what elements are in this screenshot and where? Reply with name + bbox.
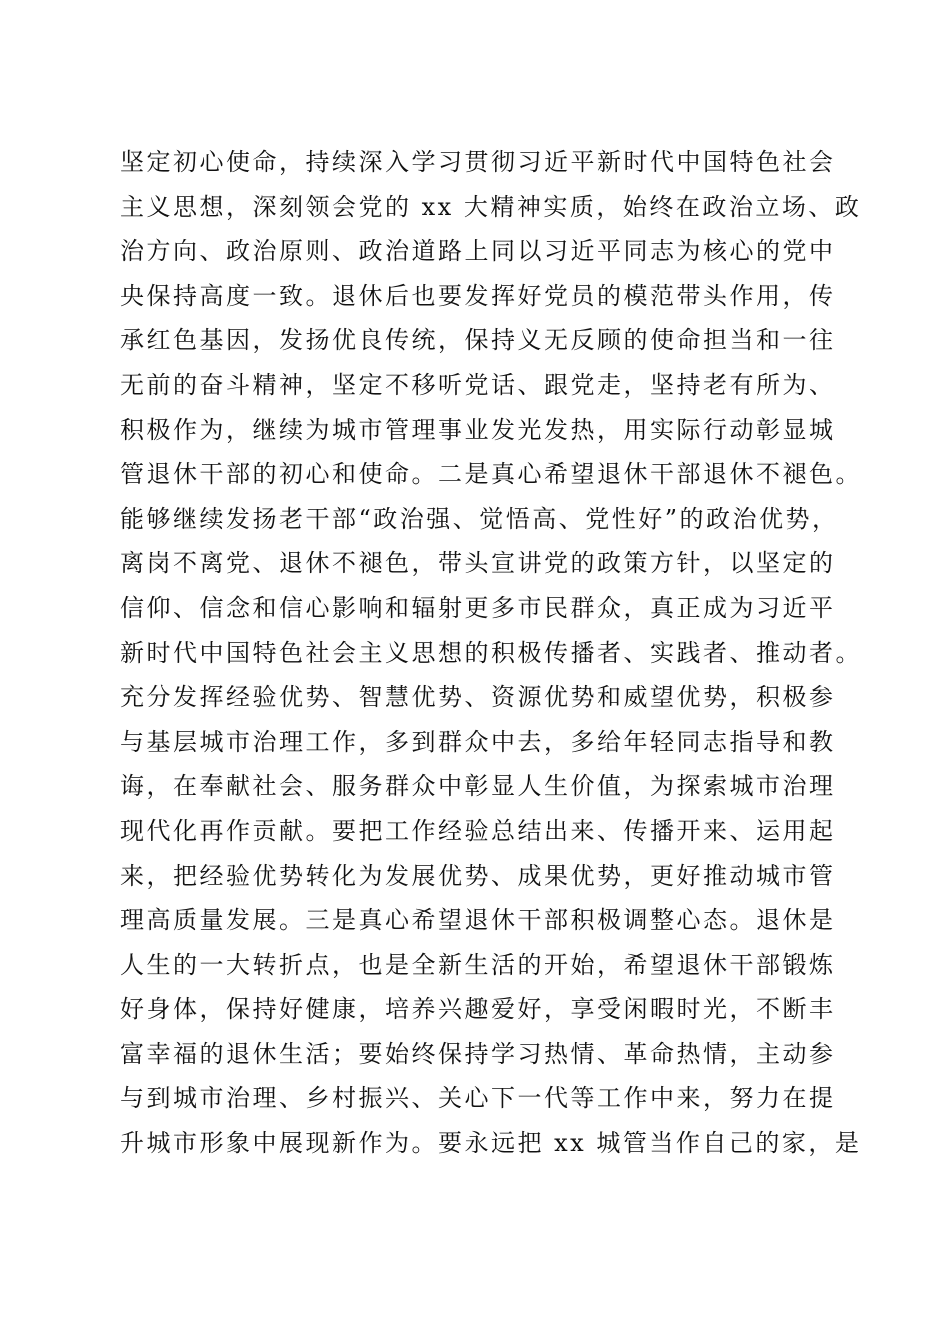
text-line: 信仰、信念和信心影响和辐射更多市民群众，真正成为习近平	[120, 593, 836, 622]
text-line: 与基层城市治理工作，多到群众中去，多给年轻同志指导和教	[120, 727, 836, 756]
text-line: 充分发挥经验优势、智慧优势、资源优势和威望优势，积极参	[120, 683, 836, 712]
text-line: 能够继续发扬老干部“政治强、觉悟高、党性好”的政治优势，	[120, 504, 839, 533]
text-line: 人生的一大转折点，也是全新生活的开始，希望退休干部锻炼	[120, 950, 836, 979]
text-line: 来，把经验优势转化为发展优势、成果优势，更好推动城市管	[120, 861, 836, 890]
text-line: 与到城市治理、乡村振兴、关心下一代等工作中来，努力在提	[120, 1084, 836, 1113]
text-line: 管退休干部的初心和使命。二是真心希望退休干部退休不褪色。	[120, 460, 862, 489]
body-text	[120, 140, 862, 1166]
text-line: 主义思想，深刻领会党的 xx 大精神实质，始终在政治立场、政	[120, 192, 862, 221]
text-line: 理高质量发展。三是真心希望退休干部积极调整心态。退休是	[120, 906, 836, 935]
text-line: 好身体，保持好健康，培养兴趣爱好，享受闲暇时光，不断丰	[120, 995, 836, 1024]
text-line: 富幸福的退休生活；要始终保持学习热情、革命热情，主动参	[120, 1039, 836, 1068]
text-line: 诲，在奉献社会、服务群众中彰显人生价值，为探索城市治理	[120, 772, 836, 801]
text-line: 离岗不离党、退休不褪色，带头宣讲党的政策方针，以坚定的	[120, 549, 836, 578]
text-line: 升城市形象中展现新作为。要永远把 xx 城管当作自己的家，是	[120, 1129, 862, 1158]
text-line: 承红色基因，发扬优良传统，保持义无反顾的使命担当和一往	[120, 326, 836, 355]
text-line: 央保持高度一致。退休后也要发挥好党员的模范带头作用，传	[120, 281, 836, 310]
text-line: 治方向、政治原则、政治道路上同以习近平同志为核心的党中	[120, 237, 836, 266]
text-line: 新时代中国特色社会主义思想的积极传播者、实践者、推动者。	[120, 638, 862, 667]
text-line: 现代化再作贡献。要把工作经验总结出来、传播开来、运用起	[120, 816, 836, 845]
text-line: 坚定初心使命，持续深入学习贯彻习近平新时代中国特色社会	[120, 148, 836, 176]
text-line: 积极作为，继续为城市管理事业发光发热，用实际行动彰显城	[120, 415, 836, 444]
text-line: 无前的奋斗精神，坚定不移听党话、跟党走，坚持老有所为、	[120, 370, 836, 399]
